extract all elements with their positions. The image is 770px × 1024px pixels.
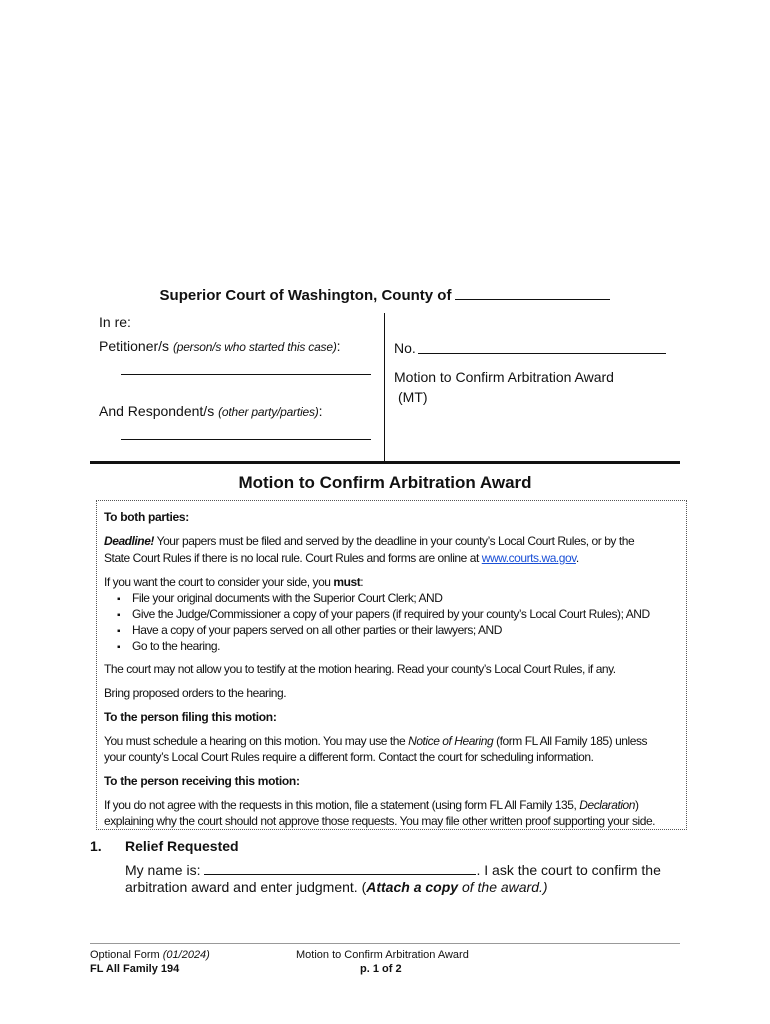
deadline-line-1: Deadline! Your papers must be filed and served by the deadline in your county’s Local Court Rules, or by the	[104, 534, 635, 548]
bullet-item: ▪ Have a copy of your papers served on all other parties or their lawyers; AND	[117, 622, 502, 640]
deadline-line-2: State Court Rules if there is no local rule. Court Rules and forms are online at www.courts.wa.gov.	[104, 551, 579, 565]
receiving-line-2: explaining why the court should not approve those requests. You may file other written proof supporting your side.	[104, 814, 656, 828]
court-title: Superior Court of Washington, County of	[0, 287, 770, 304]
form-name: Motion to Confirm Arbitration Award	[394, 369, 614, 385]
consider-intro: If you want the court to consider your side, you must:	[104, 575, 364, 589]
footer-form-number: FL All Family 194	[90, 963, 180, 975]
bullet-item: ▪ Go to the hearing.	[117, 638, 220, 656]
bullet-item: ▪ Give the Judge/Commissioner a copy of your papers (if required by your county’s Local Court Rules); AND	[117, 606, 650, 624]
respondent-hint: (other party/parties)	[218, 405, 319, 419]
testify-note: The court may not allow you to testify at the motion hearing. Read your county’s Local Court Rules, if any.	[104, 662, 616, 676]
document-title: Motion to Confirm Arbitration Award	[238, 473, 532, 492]
petitioner-name-field[interactable]	[121, 374, 371, 375]
filing-heading: To the person filing this motion:	[104, 710, 277, 724]
bullet-item: ▪ File your original documents with the Superior Court Clerk; AND	[117, 590, 442, 608]
relief-line-1: My name is: . I ask the court to confirm the	[125, 862, 661, 878]
section-heading: Relief Requested	[125, 838, 239, 854]
bullet-icon: ▪	[117, 642, 121, 653]
petitioner-label: Petitioner/s (person/s who started this case):	[99, 338, 341, 354]
form-code: (MT)	[398, 389, 428, 405]
section-number: 1.	[90, 838, 102, 854]
name-field[interactable]	[204, 863, 476, 875]
footer-form-title: Motion to Confirm Arbitration Award	[296, 949, 469, 961]
deadline-label: Deadline!	[104, 534, 154, 548]
caption-rule	[90, 461, 680, 464]
relief-line-2: arbitration award and enter judgment. (Attach a copy of the award.)	[125, 879, 548, 895]
notice-both-heading: To both parties:	[104, 510, 189, 524]
petitioner-hint: (person/s who started this case)	[172, 340, 337, 354]
footer-page-number: p. 1 of 2	[360, 963, 402, 975]
receiving-heading: To the person receiving this motion:	[104, 774, 300, 788]
case-number-field[interactable]	[418, 353, 666, 354]
respondent-label: And Respondent/s (other party/parties):	[99, 403, 323, 419]
footer-optional-form: Optional Form (01/2024)	[90, 949, 210, 961]
in-re-label: In re:	[99, 314, 131, 330]
respondent-name-field[interactable]	[121, 439, 371, 440]
filing-line-1: You must schedule a hearing on this motion. You may use the Notice of Hearing (form FL All Family 185) unless	[104, 734, 648, 748]
footer-rule	[90, 943, 680, 944]
orders-note: Bring proposed orders to the hearing.	[104, 686, 287, 700]
bullet-icon: ▪	[117, 610, 121, 621]
receiving-line-1: If you do not agree with the requests in this motion, file a statement (using form FL All Family 135, Declaration)	[104, 798, 639, 812]
bullet-icon: ▪	[117, 626, 121, 637]
courts-website-link[interactable]: www.courts.wa.gov	[481, 551, 576, 565]
caption-divider	[384, 313, 385, 461]
county-blank[interactable]	[455, 287, 610, 300]
bullet-icon: ▪	[117, 594, 121, 605]
filing-line-2: your county’s Local Court Rules require a different form. Contact the court for scheduling information.	[104, 750, 594, 764]
case-number-label: No.	[394, 340, 416, 356]
